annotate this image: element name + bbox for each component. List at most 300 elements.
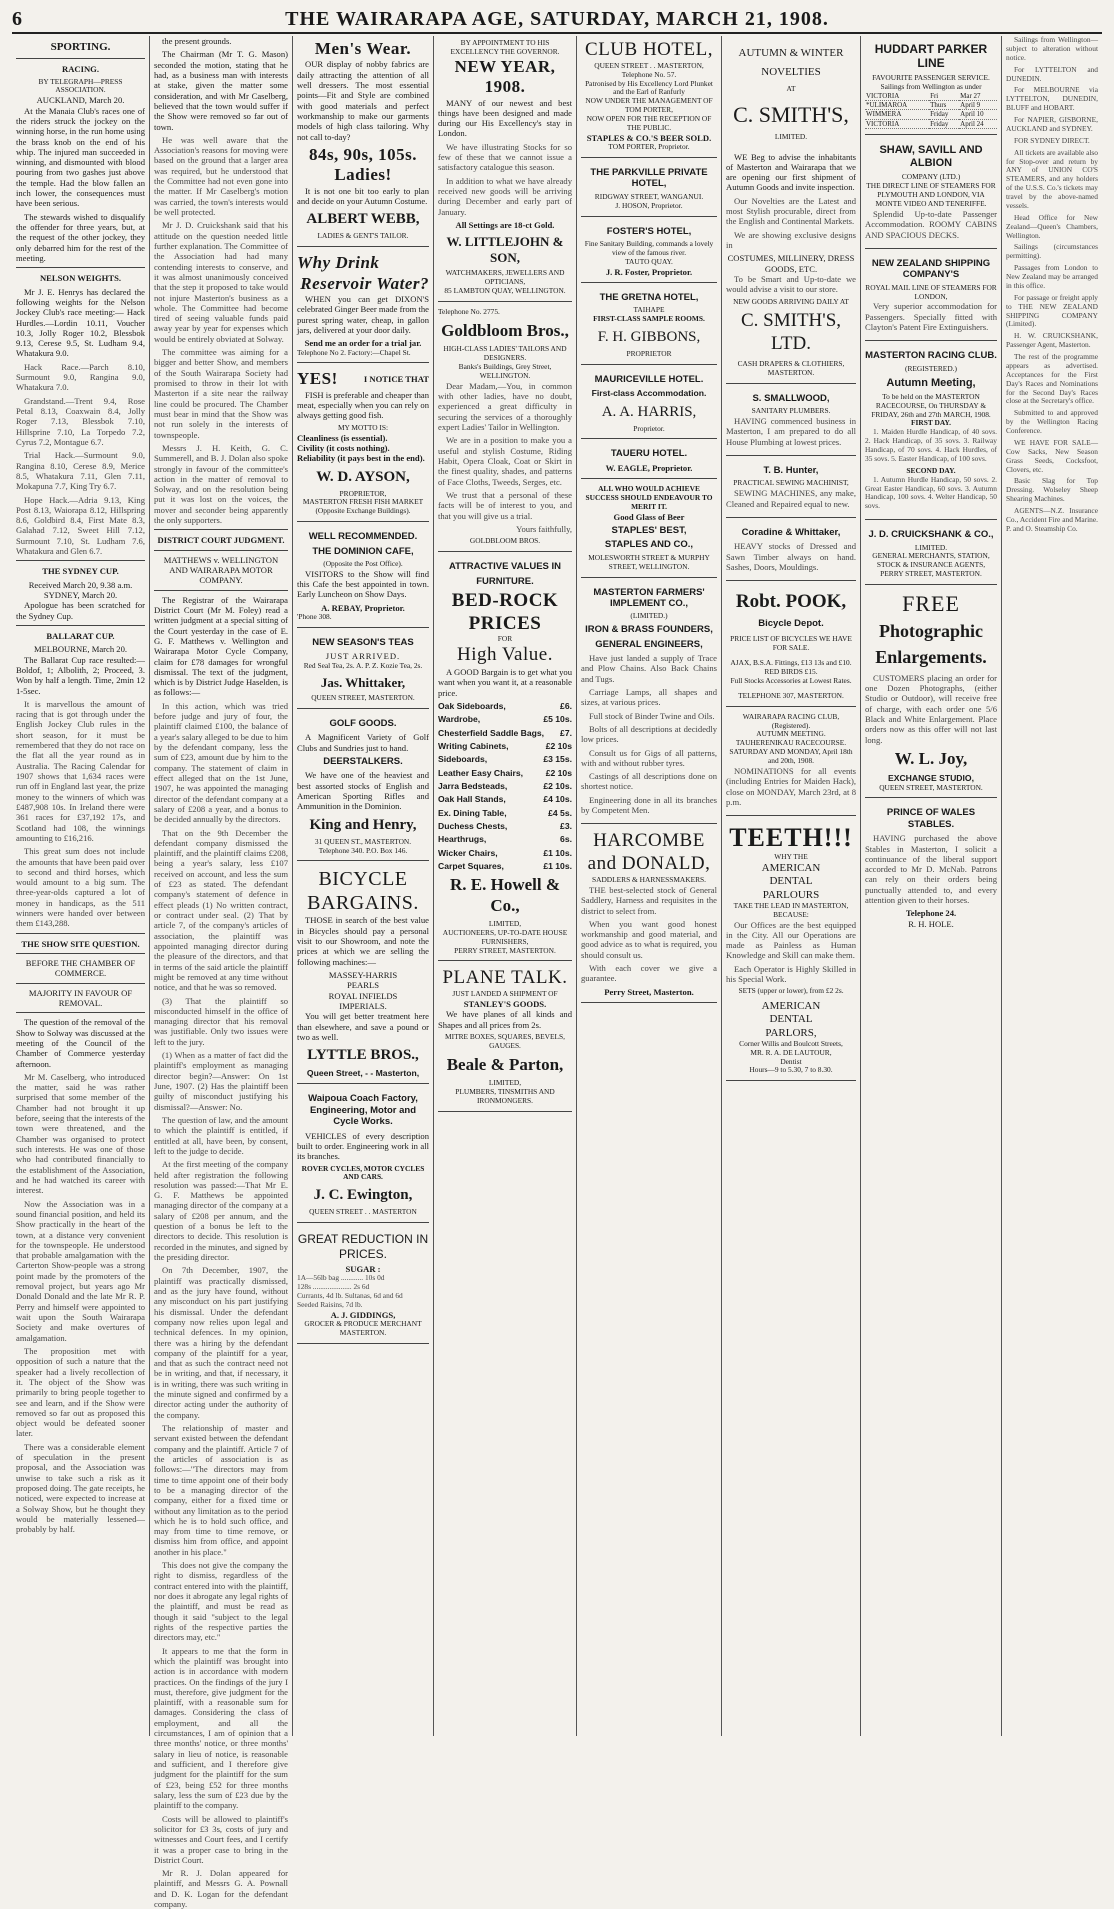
- ad-heading: WAIRARAPA RACING CLUB, (Registered).: [742, 711, 840, 730]
- advertiser-sub: GROCER & PRODUCE MERCHANT: [304, 1319, 422, 1329]
- ad-text: PARLORS,: [765, 1026, 817, 1039]
- advertiser-name: C. SMITH'S,: [733, 102, 849, 128]
- furniture-item-name: Ex. Dining Table,: [438, 807, 507, 818]
- ad-pook: [726, 584, 856, 706]
- ad-text: Full Stocks Accessories at Lowest Rates.: [730, 675, 852, 685]
- ad-heading: IRON & BRASS FOUNDERS,: [585, 624, 713, 636]
- dateline-melbourne: MELBOURNE, March 20.: [33, 644, 128, 655]
- ad-masterton-racing: [865, 344, 997, 520]
- ad-photographic: [865, 588, 997, 798]
- ad-filler: Very superior accommodation for Passengers. Specially fitted with Clayton's Patent Fire Extinguishers.: [865, 301, 997, 333]
- ad-heading: Photographic: [878, 621, 983, 642]
- advertiser-name: A. J. GIDDINGS,: [330, 1309, 396, 1320]
- furniture-item: [438, 754, 572, 764]
- ad-text: Good Glass of Beer: [613, 511, 685, 522]
- ad-heading: YES!: [297, 369, 338, 389]
- ad-text: THOSE in search of the best value in Bicycles should pay a personal visit to our Showroom, and note the prices at which we are selling the following machines:—: [297, 915, 429, 967]
- furniture-item: [438, 741, 572, 751]
- ad-text: Civility (it costs nothing).: [297, 442, 390, 453]
- received-note: Received March 20, 9.38 a.m.: [28, 579, 133, 590]
- ad-filler: We have illustrating Stocks for so few of these that we cannot issue a satisfactory catalogue this season. In addition to what we have already received new goods will be arriving during December and early part of January.: [438, 141, 572, 217]
- furniture-item: [438, 821, 572, 831]
- ad-text: SECOND DAY.: [906, 465, 956, 475]
- heading-sydney-cup: THE SYDNEY CUP.: [42, 566, 119, 577]
- article-paragraph: The question of the removal of the Show to Solway was discussed at the meeting of the Council of the Chamber of Commerce yesterday afternoon.: [16, 1017, 145, 1069]
- ad-heading: Autumn Meeting,: [886, 376, 976, 389]
- advertiser-sub: LIMITED.: [914, 542, 948, 552]
- advertiser-address: QUEEN STREET . . MASTERTON,: [594, 60, 704, 70]
- heading-racing: RACING.: [61, 64, 99, 75]
- advertiser-name: W. EAGLE, Proprietor.: [605, 462, 693, 473]
- advertiser-sub: LIMITED.: [774, 131, 808, 141]
- advertiser-name: W. LITTLEJOHN & SON,: [446, 234, 564, 265]
- furniture-item-price: £2 10s.: [543, 780, 572, 791]
- furniture-item-name: Writing Cabinets,: [438, 741, 509, 752]
- advertiser-sub: WATCHMAKERS, JEWELLERS AND OPTICIANS,: [445, 268, 565, 287]
- ad-heading: BED-ROCK PRICES: [451, 589, 559, 634]
- bicycle-brand: PEARLS: [347, 980, 379, 991]
- ad-heading: TEETH!!!: [729, 823, 853, 853]
- ad-text: To be held on the MASTERTON RACECOURSE, On THURSDAY & FRIDAY, 26th and 27th MARCH, 1908.: [871, 391, 991, 419]
- heading-district-court: DISTRICT COURT JUDGMENT.: [157, 535, 285, 546]
- advertiser-name: T. B. Hunter,: [763, 465, 819, 476]
- advertiser-address: MOLESWORTH STREET & MURPHY STREET, WELLINGTON.: [588, 552, 710, 571]
- advertiser-sub: AUCTIONEERS, UP-TO-DATE HOUSE FURNISHERS,: [442, 927, 568, 946]
- ad-heading: ALL WHO WOULD ACHIEVE SUCCESS SHOULD ENDEAVOUR TO MERIT IT.: [585, 484, 713, 511]
- advertiser-name: ALBERT WEBB,: [306, 211, 420, 228]
- advertiser-address: MASTERTON.: [339, 1327, 387, 1337]
- column-3: [293, 36, 434, 1736]
- ad-cruickshank: [865, 523, 997, 585]
- ad-filler: THE best-selected stock of General Saddlery, Harness and requisites in the district to select from. When you want good honest workmanship and good material, and good advice as to what is required, you should consult us. With each cover we give a guarantee.: [581, 884, 717, 984]
- ad-heading: NEW SEASON'S TEAS: [312, 636, 414, 648]
- article-filler: In this action, which was tried before judge and jury of four, the plaintiff claimed £100, the balance of a year's salary alleged to be due to him by the defendant company, less the sum of £23, amount due by him to the company. The statement of claim in effect alleged that on the 1st June, 1907, he was appointed the managing director of the defendant company at a salary of £208 a year, and a bonus to be decided annually by the directors. That on the 9th December the defendant company dismissed the plaintiff, and the plaintiff claims £208, being a year's salary, less £107 received on account, and less the sum of £23 as stated. The defendant company's statement of defence in effect pleads (1) No written contract, or contract under seal. (2) That by article 7, of the company's articles of association, the plaintiff was appointed managing director during the pleasure of the directors, and that in terms of the said article the plaintiff might be removed at any time without notice, and that he was so removed. (3) That the plaintiff so misconducted himself in the office of managing director that his removal was justifiable. Only two issues were left to the jury. (1) When as a matter of fact did the plaintiff's employment as managing director begin?—Answer: On 1st June, 1907. (2) Has the plaintiff been guilty of misconduct justifying his dismissal?—Answer: No. The question of law, and the amount to which the plaintiff is entitled, if entitled at all, have been, by consent, left to the judge to decide. At the first meeting of the company held after registration the following resolution was passed:—That Mr E. G. F. Matthews be appointed managing director of the company at a salary of £208 per annum, and the question of a bonus be left to the directors to decide. This resolution is recorded in the minutes, and signed by the presiding director. On 7th December, 1907, the plaintiff was practically dismissed, and as the jury have found, without any misconduct on his part justifying his dismissal. Under the defendant company now relies upon legal and technical defences. In my opinion, there was a hiring by the defendant company of the plaintiff for a year, and that as such the contract need not be in writing, and that, if necessary, it is in writing, there was such writing in the minute signed and confirmed by a director acting under the authority of the company. The relationship of master and servant existed between the defendant company and the plaintiff. Article 7 of the articles of association is as follows:—"The directors may from time to time appoint one of their body to be a managing director of the company, either for a fixed time or without any limitation as to the period which he is to hold such office, and may from time to time remove, or dismiss him from office, and appoint another in his place." This does not give the company the right to dismiss, regardless of the contract entered into with the plaintiff, nor does it abrogate any legal rights of the plaintiff, and must be read as though it said "subject to the legal rights of the respective parties the directors may, etc." It appears to me that the form in which the plaintiff was brought into action is in accordance with modern practices. On the findings of the jury I must, therefore, give judgment for the plaintiff, with a reasonable sum for damages. Considering the class of employment, and all the circumstances, I am of opinion that a three months' notice, or three months' salary in lieu of notice, is reasonable and sufficient, and I therefore give judgment for the plaintiff for the sum of £23, being £52 for three months salary, less the sum of £23 due by the plaintiff to the company. Costs will be allowed to plaintiff's solicitor for £3 3s, costs of jury and witnesses and Court fees, and I certify it was a proper case to bring in the District Court. Mr R. J. Dolan appeared for plaintiff, and Messrs G. A. Pownall and D. K. Logan for the defendant company.: [154, 700, 288, 1909]
- furniture-item-price: £2 10s: [545, 767, 572, 778]
- ad-heading: PRINCE OF WALES STABLES.: [886, 807, 976, 830]
- advertiser-name: J. C. Ewington,: [313, 1187, 413, 1204]
- advertiser-name: HARCOMBE: [593, 830, 705, 852]
- ad-text: We have planes of all kinds and Shapes and all prices from 2s.: [438, 1009, 572, 1030]
- ad-text: ROVER CYCLES, MOTOR CYCLES AND CARS.: [301, 1163, 425, 1182]
- ad-hardware: [438, 964, 572, 1111]
- sailing-row: [865, 100, 997, 109]
- ad-club-hotel: [581, 36, 717, 158]
- ad-text: Patronised by His Excellency Lord Plunket and the Earl of Ranfurly: [585, 78, 713, 97]
- ad-heading: GOLF GOODS.: [329, 717, 397, 729]
- newspaper-title: THE WAIRARAPA AGE, SATURDAY, MARCH 21, 1908.: [285, 7, 829, 30]
- ad-text: STANLEY'S GOODS.: [463, 999, 547, 1010]
- furniture-item: [438, 768, 572, 778]
- sailing-cell: April 9: [959, 100, 997, 109]
- advertiser-address: Perry Street, Masterton.: [604, 986, 694, 997]
- advertiser-sub: PRACTICAL SEWING MACHINIST,: [733, 478, 849, 488]
- article-filler: Mr M. Caselberg, who introduced the matter, said he was rather surprised that some member of the Chamber had not brought it up before, seeing that the interests of the town were threatened, and the Chamber was organised to protect such interests. He was one of those who had contributed financially to the establishment of the Association, and he had watched its career with interest. Now the Association was in a sound financial position, and held its Show practically in the heart of the town, at a distance very convenient for the townspeople. He understood that probable amalgamation with the Carterton Show-people was a strong point made by the promoters of the removal project, but years ago Mr Donald Donald and the late Mr R. P. Perry and himself were appointed to wait upon the South Wairarapa Society and make overtures of amalgamation. The proposition met with opposition of such a nature that the speaker had a lively recollection of it. The object of the Show was primarily to bring people together to see and learn, and if the Show were removed so far out as proposed this object would be defeated sooner later. There was a considerable element of speculation in the present proposal, and the Association was unwise to take such a risk as it proposed doing. The gate receipts, he noticed, were expected to increase at a Solway Show, but he thought they would be materially lessened—probably by half.: [16, 1071, 145, 1535]
- advertiser-sub: Proprietor.: [633, 423, 665, 433]
- advertiser-address: QUEEN STREET, MASTERTON.: [311, 693, 415, 703]
- furniture-item: [438, 714, 572, 724]
- advertiser-name: R. E. Howell & Co.,: [449, 875, 561, 915]
- furniture-item-price: £4 10s.: [543, 794, 572, 805]
- article-paragraph: The Registrar of the Wairarapa District Court (Mr M. Foley) read a written judgment at a special sitting of the Court yesterday in the case of E. G. F. Matthews v. Wellington and Wairarapa Motor Cycle Company, claim for £78 damages for wrongful dismissal. The text of the judgment, which is by District Judge Haselden, is as follows:—: [154, 594, 288, 698]
- sailing-cell: Friday: [929, 110, 959, 119]
- article-paragraph: The stewards wished to disqualify the offender for three years, but, at the request of the other jockey, they only debarred him for the rest of the meeting.: [16, 211, 145, 263]
- furniture-item: [438, 861, 572, 871]
- ad-timber: [726, 521, 856, 581]
- ad-heading: BICYCLE: [318, 868, 408, 891]
- ad-text: Red Seal Tea, 2s. A. P. Z. Kozie Tea, 2s.: [303, 660, 423, 670]
- ad-filler: CUSTOMERS placing an order for one Dozen Photographs, (either Studio or Outdoor), will receive free of charge, with each order one 5/6 Black and White Enlargement. Place orders now as this offer will not last long.: [865, 672, 997, 745]
- ad-text: PRICE LIST OF BICYCLES WE HAVE FOR SALE.: [730, 634, 852, 653]
- ad-racing-club: [726, 710, 856, 817]
- ad-heading: Enlargements.: [875, 647, 987, 668]
- article-filler: It is marvellous the amount of racing that is got through under the English Jockey Club rules in the short season, for it must be remembered that they do not race on the flat all the year round as in Australia. The Racing Calendar for 1907 shows that 1,634 races were run off in England last year, the prize money to the winners of which was £487,908 10s. In Ireland there were 361 races for £37,192 17s, and Scotland had 108, the winnings amounting to £16,216. This great sum does not include the amounts that have been paid over to second and third horses, which would amount to a big sum. The three-year-olds captured a lot of money in handicaps, as the 511 winners were handed over between them £143,288.: [16, 698, 145, 929]
- article-paragraph: The Ballarat Cup race resulted:— Boldof, 1; Albolith, 2; Proceed, 3. Won by half a length. Time, 2min 12 1-5sec.: [16, 654, 145, 696]
- ad-stables: [865, 801, 997, 934]
- ad-heading: AUTUMN MEETING.: [756, 729, 826, 739]
- ad-text: (Opposite the Post Office).: [323, 558, 403, 568]
- advertiser-address: Corner Willis and Boulcott Streets,: [739, 1038, 843, 1048]
- ad-text: WHEN you can get DIXON'S celebrated Ginger Beer made from the purest spring water, cheap, in gallon jars, delivered at your door daily.: [297, 293, 429, 335]
- ad-saddlers: [581, 827, 717, 1003]
- sailing-cell: Thurs: [929, 100, 959, 109]
- advertiser-sub: CASH DRAPERS & CLOTHIERS,: [737, 359, 845, 369]
- ad-text: Cleanliness (is essential).: [297, 432, 388, 443]
- ad-mauriceville: [581, 368, 717, 440]
- advertiser-name: W. L. Joy,: [894, 748, 968, 768]
- furniture-item-price: £2 10s: [545, 741, 572, 752]
- furniture-item-name: Oak Sideboards,: [438, 701, 506, 712]
- ad-heading: Reservoir Water?: [300, 273, 429, 293]
- sailing-cell: Mar 27: [959, 92, 997, 101]
- article-paragraph: Mr J. E. Henrys has declared the following weights for the Nelson Jockey Club's race meeting:— Hack Hurdles.—Lordin 10.11, Voucher 10.3, Jolly Roger 10.2, Blessbok 9.13, Cerese 9.5, St. Ludham 9.4, Whatakura 9.0.: [16, 286, 145, 359]
- furniture-item-price: £5 10s.: [543, 714, 572, 725]
- article-paragraph: At the Manaia Club's races one of the riders struck the jockey on the winning horse, in the run home using the brass knob on the end of his whip. The injured man succeeded in winning, and dismounted with blood pouring from two gashes just above the temple. Had the blow fallen an inch lower, the consequences must have been serious.: [16, 105, 145, 209]
- ad-contact: Telephone 24.: [905, 908, 957, 919]
- advertiser-address: MASTERTON FRESH FISH MARKET: [302, 497, 424, 507]
- advertiser-name: MASTERTON FARMERS' IMPLEMENT CO.,: [593, 586, 705, 609]
- advertiser-sub: EXCHANGE STUDIO,: [888, 773, 974, 784]
- ad-heading: GREAT REDUCTION IN PRICES.: [297, 1232, 429, 1261]
- page-number: 6: [12, 7, 22, 30]
- ad-heading: HUDDART PARKER LINE: [874, 42, 988, 71]
- ad-text: FIRST-CLASS SAMPLE ROOMS.: [593, 314, 705, 324]
- furniture-item: [438, 728, 572, 738]
- ad-heading: High Value.: [457, 644, 553, 666]
- furniture-item-price: £3 15s.: [543, 754, 572, 765]
- ad-heading: Men's Wear.: [314, 39, 412, 58]
- furniture-item: [438, 808, 572, 818]
- advertiser-address: Queen Street, - - Masterton,: [306, 1068, 420, 1079]
- ad-text: A GOOD Bargain is to get what you want when you want it, at a reasonable price.: [438, 667, 572, 698]
- ad-filler: 1. Maiden Hurdle Handicap, of 40 sovs. 2. Hack Handicap, of 35 sovs. 3. Railway Handicap, of 70 sovs. 4. Hack Hurdles, of 35 sovs. 5. Easter Handicap, of 100 sovs.: [865, 427, 997, 463]
- furniture-item: [438, 794, 572, 804]
- ad-heading: ATTRACTIVE VALUES IN: [448, 561, 562, 573]
- advertiser-name: C. SMITH'S, LTD.: [740, 310, 842, 355]
- ad-text: TAKE THE LEAD IN MASTERTON,: [733, 900, 849, 910]
- ad-text: OUR display of nobby fabrics are daily attracting the attention of all well dressers. The most essential points—Fit and Style are combined with good materials and perfect workmanship to make our garments models of high class tailoring. Why not call to-day?: [297, 59, 429, 142]
- ad-text: AMERICAN: [761, 1000, 821, 1013]
- ad-heading: FREE: [902, 591, 960, 617]
- ad-text: DENTAL: [769, 1013, 813, 1026]
- ad-text: JUST LANDED A SHIPMENT OF: [452, 989, 558, 999]
- advertiser-name: TOM PORTER, Proprietor.: [608, 142, 690, 152]
- ad-filler: Splendid Up-to-date Passenger Accommodation. ROOMY CABINS AND SPACIOUS DECKS.: [865, 208, 997, 240]
- ad-heading: THE PARKVILLE PRIVATE HOTEL,: [590, 166, 708, 190]
- ad-heading: AUTUMN & WINTER: [738, 47, 844, 59]
- ad-text: ROYAL MAIL LINE OF STEAMERS FOR LONDON,: [865, 282, 997, 301]
- heading-sporting: SPORTING.: [50, 41, 111, 53]
- advertiser-sub: LADIES & GENT'S TAILOR.: [317, 231, 409, 241]
- advertiser-name: STAPLES AND CO.,: [604, 539, 694, 551]
- furniture-item: [438, 781, 572, 791]
- ad-fosters: [581, 220, 717, 283]
- ad-text: WE Beg to advise the inhabitants of Masterton and Wairarapa that we are opening our first shipment of Autumn Goods and invite inspection.: [726, 151, 856, 193]
- bicycle-brand: MASSEY-HARRIS: [328, 969, 398, 980]
- ad-parkville: [581, 161, 717, 217]
- ad-ginger-beer: [297, 250, 429, 363]
- sailing-cell: *ULIMAROA: [865, 100, 929, 109]
- furniture-item: [438, 701, 572, 711]
- ad-nz-shipping: [865, 252, 997, 341]
- ad-filler: NOMINATIONS for all events (including Entries for Maiden Hack), close on MONDAY, March 23rd, at 8 p.m.: [726, 765, 856, 807]
- ad-staples: [581, 482, 717, 577]
- sailing-table: [865, 92, 997, 130]
- ad-text: Sailings from Wellington as under: [880, 81, 982, 91]
- advertiser-address: (Opposite Exchange Buildings).: [315, 506, 411, 516]
- article-paragraph: The Chairman (Mr T. G. Mason) seconded the motion, stating that he had, as a business man with interests at stake, given the matter some consideration, and with Mr Caselberg, believed that the town would suffer if the Show were removed so far out of town.: [154, 49, 288, 132]
- ad-text: WHY THE: [774, 852, 808, 862]
- dateline-auckland: AUCKLAND, March 20.: [36, 95, 125, 106]
- ad-text: Hours—9 to 5.30, 7 to 8.30.: [749, 1065, 833, 1075]
- ad-heading: WELL RECOMMENDED.: [308, 531, 418, 543]
- ad-heading: I NOTICE THAT: [363, 374, 429, 385]
- advertiser-sub: PLUMBERS, TINSMITHS AND IRONMONGERS.: [455, 1087, 555, 1105]
- ad-text: NOW UNDER THE MANAGEMENT OF TOM PORTER,: [585, 96, 713, 115]
- ad-text: We have one of the heaviest and best assorted stocks of English and American Sporting Rifles and Ammunition in the Dominion.: [297, 770, 429, 812]
- ad-heading: THE DOMINION CAFE,: [312, 545, 414, 557]
- advertiser-name: F. H. GIBBONS,: [597, 328, 701, 345]
- ad-filler: HEAVY stocks of Dressed and Sawn Timber always on hand. Sashes, Doors, Mouldings.: [726, 541, 856, 572]
- ad-jewellers: [438, 36, 572, 302]
- ad-contact: Telephone No. 57.: [621, 69, 677, 79]
- ad-text: TAUHERENIKAU RACECOURSE.: [735, 738, 847, 748]
- furniture-item-name: Carpet Squares,: [438, 860, 504, 871]
- ad-dominion-cafe: [297, 525, 429, 628]
- furniture-item-name: Jarra Bedsteads,: [438, 780, 508, 791]
- ad-implement: [581, 581, 717, 825]
- sailing-cell: VICTORIA: [865, 92, 929, 101]
- ad-text: FOR: [497, 634, 513, 644]
- ad-text: MY MOTTO IS:: [337, 422, 389, 432]
- ad-heading: Bicycle Depot.: [758, 618, 824, 630]
- article-filler: Sailings from Wellington—subject to alteration without notice. For LYTTELTON and DUNEDIN. For MELBOURNE via LYTTELTON, DUNEDIN, BLUFF and HOBART. For NAPIER, GISBORNE, AUCKLAND and SYDNEY. FOR SYDNEY DIRECT. All tickets are available also for Stop-over and return by ANY of UNION CO'S STEAMERS, and any holders of the U.S.S. Co.'s tickets may travel by the above-named vessels. Head Office for New Zealand—Queen's Chambers, Wellington. Sailings (circumstances permitting). Passages from London to New Zealand may be arranged in this office. For passage or freight apply to THE NEW ZEALAND SHIPPING COMPANY (Limited). H. W. CRUICKSHANK, Passenger Agent, Masterton. The rest of the programme appears as advertised. Acceptances for the First Day's Races and Nominations for the Second Day's Races close at the Secretary's office. Submitted to and approved by the Wellington Racing Conference. WE HAVE FOR SALE—Cow Sacks, New Season Grass Seeds, Cocksfoot, Clovers, etc. Basic Slag for Top Dressing. Wolseley Sheep Shearing Machines. AGENTS—N.Z. Insurance Co., Accident Fire and Marine. P. and O. Steamship Co.: [1006, 35, 1098, 533]
- column-4: [434, 36, 577, 1736]
- ad-teas: [297, 631, 429, 709]
- ad-heading: GENERAL ENGINEERS,: [595, 638, 703, 650]
- ad-shaw-savill: [865, 138, 997, 249]
- ad-text: You will get better treatment here than elsewhere, and save a pound or two as well.: [297, 1011, 429, 1042]
- heading-ballarat-cup: BALLARAT CUP.: [46, 630, 115, 641]
- sailing-cell: Friday: [929, 119, 959, 128]
- ad-signature: GOLDBLOOM BROS.: [469, 536, 541, 546]
- advertiser-address: TAUTO QUAY.: [625, 256, 673, 266]
- ad-text: FISH is preferable and cheaper than meat, especially when you can rely on always getting good fish.: [297, 389, 429, 421]
- ad-heading: NOVELTIES: [761, 66, 821, 79]
- ad-contact: 'Phone 308.: [297, 612, 332, 622]
- ad-furniture: [438, 555, 572, 961]
- ad-heading: PLANE TALK.: [442, 967, 568, 989]
- advertiser-name: A. A. HARRIS,: [601, 403, 697, 420]
- advertiser-name: J. R. Foster, Proprietor.: [605, 266, 693, 277]
- column-7: [861, 36, 1002, 1736]
- ad-sewing: [726, 459, 856, 518]
- advertiser-name: A. REBAY, Proprietor.: [321, 602, 405, 613]
- masthead: [12, 6, 1102, 34]
- ad-heading: JUST ARRIVED.: [325, 651, 401, 662]
- ad-filler: Our Offices are the best equipped in the City. All our Operations are made as Painless as Human Knowledge and Skill can make them. Each Operator is Highly Skilled in his Special Work.: [726, 919, 856, 985]
- advertiser-sub: Dentist: [780, 1056, 802, 1066]
- sailing-cell: April 10: [959, 110, 997, 119]
- ad-filler: Our Novelties are the Latest and most Stylish procurable, direct from the English and Continental Markets. We are showing exclusive designs in: [726, 195, 856, 251]
- ad-filler: Have just landed a supply of Trace and Plow Chains. Also Back Chains and Tugs. Carriage Lamps, all shapes and sizes, at various prices. Full stock of Binder Twine and Oils. Bolts of all descriptions at decidedly low prices. Consult us for Gigs of all patterns, with and without rubber tyres. Castings of all descriptions done on shortest notice. Engineering done in all its branches by Competent Men.: [581, 653, 717, 816]
- ad-filler: Dear Madam,—You, in common with other ladies, have no doubt, experienced a great difficulty in securing the services of a thoroughly expert Ladies' Tailor in Wellington. We are in a position to make you a useful and stylish Costume, Riding Habit, Opera Cloak, Coat or Skirt in the finest quality, shades, and patterns of Face Cloths, Tweeds, Serges, etc. We trust that a personal of these facts will be of interest to you, and that you will give us a trial. Yours faithfully,: [438, 380, 572, 534]
- advertiser-name: J. HOSON, Proprietor.: [615, 200, 683, 210]
- advertiser-sub: HIGH-CLASS LADIES' TAILORS AND DESIGNERS.: [443, 344, 567, 363]
- furniture-item-name: Duchess Chests,: [438, 820, 508, 831]
- advertiser-sub: SADDLERS & HARNESSMAKERS.: [592, 875, 706, 885]
- ad-heading: DEERSTALKERS.: [323, 756, 403, 767]
- ad-text: DENTAL: [769, 875, 813, 888]
- furniture-item-name: Leather Easy Chairs,: [438, 767, 524, 778]
- ad-heading: TAUERU HOTEL.: [610, 448, 688, 460]
- advertiser-address: PERRY STREET, MASTERTON.: [880, 569, 982, 579]
- ad-heading: Why Drink: [297, 253, 380, 273]
- article-paragraph: the present grounds.: [162, 36, 232, 46]
- ad-plumbers: [726, 387, 856, 456]
- furniture-item-price: 6s.: [560, 834, 572, 845]
- advertiser-sub: PROPRIETOR,: [339, 488, 387, 498]
- ad-dental: [726, 819, 856, 1081]
- sailing-row: [865, 110, 997, 119]
- column-6: [722, 36, 861, 1736]
- article-filler: Hack Race.—Parch 8.10, Surmount 9.0, Rangina 9.0, Whatakura 7.0. Grandstand.—Trent 9.4, Rose Petal 8.13, Coaxwain 8.4, Jolly Roger 7.13, Blessbok 7.10, Hillsprine 7.10, La Torpedo 7.2, Cyrus 7.2, Montague 6.7. Trial Hack.—Surmount 9.0, Rangina 8.10, Cerese 8.9, Merice 8.5, Whatakura 7.11, Glen 7.11, Mokapuna 7.7, King Try 6.7. Hope Hack.—Adria 9.13, King Post 8.13, Waiorapa 8.12, Hillspring 8.6, Goldbird 8.4, First Mate 8.3, Galahad 7.12, Sweet Hill 7.12, Surmount 7.10, St. Ludham 7.6, Whatakura and Glen 6.7.: [16, 361, 145, 557]
- furniture-item: [438, 848, 572, 858]
- ad-gretna: [581, 286, 717, 365]
- advertiser-sub: LIMITED,: [488, 1078, 522, 1088]
- advertiser-name: Coradine & Whittaker,: [741, 526, 841, 538]
- ad-text: First-class Accommodation.: [591, 388, 707, 399]
- subheading-chamber: BEFORE THE CHAMBER OF COMMERCE.: [25, 958, 136, 979]
- furniture-item-name: Wicker Chairs,: [438, 847, 498, 858]
- ad-text: BECAUSE:: [773, 909, 809, 919]
- furniture-item-price: £7.: [560, 727, 572, 738]
- ad-text: Reliability (it pays best in the end).: [297, 453, 425, 464]
- advertiser-name: Beale & Parton,: [446, 1054, 564, 1074]
- ad-text: SATURDAY AND MONDAY, April 18th and 20th, 1908.: [729, 747, 853, 766]
- advertiser-name: LYTTLE BROS.,: [307, 1047, 419, 1064]
- bicycle-brand: ROYAL INFIELDS: [328, 990, 398, 1001]
- furniture-item-name: Chesterfield Saddle Bags,: [438, 727, 545, 738]
- advertiser-sub: SANITARY PLUMBERS.: [751, 406, 831, 416]
- ad-grocer: [297, 1226, 429, 1344]
- ad-text: NOW OPEN FOR THE RECEPTION OF THE PUBLIC.: [586, 114, 712, 132]
- ad-heading: STAPLES' BEST,: [611, 525, 687, 537]
- column-8: [1002, 36, 1102, 1736]
- advertiser-name: Robt. POOK,: [735, 591, 847, 613]
- advertiser-sub: (LIMITED.): [630, 611, 668, 621]
- article-paragraph: Apologue has been scratched for the Sydney Cup.: [16, 600, 145, 621]
- ad-text: STAPLES & CO.'S BEER SOLD.: [586, 132, 712, 143]
- ad-text: AT: [786, 84, 796, 94]
- advertiser-name: King and Henry,: [309, 816, 417, 833]
- ad-text: FIRST DAY.: [911, 418, 951, 428]
- furniture-item-price: £6.: [560, 701, 572, 712]
- advertiser-name: Goldbloom Bros.,: [441, 320, 569, 340]
- ad-callout: Send me an order for a trial jar.: [304, 338, 422, 349]
- ad-heading: Waipoua Coach Factory, Engineering, Motor and Cycle Works.: [308, 1093, 418, 1128]
- sailing-cell: VICTORIA: [865, 119, 929, 128]
- advertiser-name: J. D. CRUICKSHANK & CO.,: [868, 529, 994, 541]
- advertiser-address: RIDGWAY STREET, WANGANUI.: [594, 191, 704, 201]
- column-2: [150, 36, 293, 1909]
- ad-tailors: [438, 305, 572, 552]
- ad-text: BY APPOINTMENT TO HIS EXCELLENCY THE GOVERNOR.: [450, 38, 560, 56]
- ad-heading: SUGAR :: [345, 1263, 381, 1274]
- furniture-price-list: [438, 701, 572, 871]
- sailing-row: [865, 92, 997, 101]
- byline: BY TELEGRAPH—PRESS ASSOCIATION.: [38, 76, 123, 95]
- ad-text: SETS (upper or lower), from £2 2s.: [738, 986, 844, 996]
- price-list: 1A—56lb bag ............ 10s 0d 128s ..................... 2s 6d Currants, 4d lb. Sultanas, 6d and 6d Seeded Raisins, 7d lb.: [297, 1273, 403, 1309]
- ad-text: (REGISTERED.): [905, 363, 957, 373]
- subheading-majority: MAJORITY IN FAVOUR OF REMOVAL.: [28, 987, 133, 1008]
- ad-sporting-goods: [297, 712, 429, 861]
- dateline-sydney: SYDNEY, March 20.: [43, 590, 118, 600]
- article-filler: He was well aware that the Association's reasons for moving were based on the ground that a larger area was required, but he understood that the Committee had not even gone into the matter. If Mr Caselberg's motion was carried, the town's interests would be well protected. Mr J. D. Cruickshank said that his attitude on the question needed little further explanation. The Committee of the Association had had many contending interests to conserve, and it was almost unanimously conceived that the step it proposed to take would not injure Masterton's business as a whole. The Committee had become tired of seeing valuable funds paid away year by year for expenses which would be entirely obviated at Solway. The committee was aiming for a bigger and better Show, and members of the South Wairarapa Society had promised to throw in their lot with Masterton if a site near the railway line could be procured. The Chamber must bear in mind that the Show was not run solely in the interests of townspeople. Messrs J. H. Keith, G. C. Summerell, and B. J. Dolan also spoke strongly in favour of the committee's action in the matter of removal to Solway, and on the resolution being put it was lost on the voices, the mover and seconder being apparently the only supporters.: [154, 134, 288, 526]
- advertiser-address: QUEEN STREET, MASTERTON.: [879, 782, 983, 792]
- ad-coach-factory: [297, 1087, 429, 1223]
- advertiser-name: W. D. AYSON,: [316, 468, 410, 485]
- ad-text: MANY of our newest and best things have been designed and made during our His Excellency's stay in London.: [438, 97, 572, 139]
- ad-heading: MAURICEVILLE HOTEL.: [594, 373, 704, 385]
- advertiser-name: and DONALD,: [587, 853, 711, 875]
- advertiser-address: MASTERTON.: [767, 367, 815, 377]
- ad-text: RED BIRDS £15.: [764, 667, 818, 677]
- ad-text: THE DIRECT LINE OF STEAMERS FOR PLYMOUTH AND LONDON, VIA MONTE VIDEO AND TENERIFFE.: [866, 181, 996, 209]
- advertiser-sub: PROPRIETOR: [626, 348, 672, 358]
- furniture-item-name: Wardrobe,: [438, 714, 481, 725]
- advertiser-address: TAIHAPE: [633, 305, 665, 315]
- price-line: 84s, 90s, 105s.: [308, 144, 418, 164]
- ad-fish-market: [297, 366, 429, 522]
- heading-show-site: THE SHOW SITE QUESTION.: [21, 938, 140, 949]
- ad-heading: FOSTER'S HOTEL,: [606, 225, 692, 237]
- ad-contact: Telephone No 2. Factory:—Chapel St.: [297, 347, 411, 357]
- sailing-cell: WIMMERA: [865, 110, 929, 119]
- bicycle-brand: IMPERIALS.: [339, 1000, 387, 1011]
- ad-filler: HAVING commenced business in Masterton, I am prepared to do all House Plumbing at lowest prices.: [726, 416, 856, 447]
- furniture-item-price: £1 10s.: [543, 847, 572, 858]
- ad-heading: SHAW, SAVILL AND ALBION: [879, 144, 983, 170]
- advertiser-sub: LIMITED,: [488, 918, 522, 928]
- advertiser-name: Jas. Whittaker,: [320, 674, 406, 690]
- column-5: [577, 36, 722, 1736]
- furniture-item-name: Hearthrugs,: [438, 834, 487, 845]
- advertiser-name: R. H. HOLE.: [908, 918, 954, 929]
- ad-text: It is not one bit too early to plan and decide on your Autumn Costume.: [297, 185, 429, 206]
- ad-text: COSTUMES, MILLINERY, DRESS GOODS, ETC.: [727, 253, 855, 274]
- case-title: MATTHEWS v. WELLINGTON AND WAIRARAPA MOTOR COMPANY.: [163, 554, 279, 586]
